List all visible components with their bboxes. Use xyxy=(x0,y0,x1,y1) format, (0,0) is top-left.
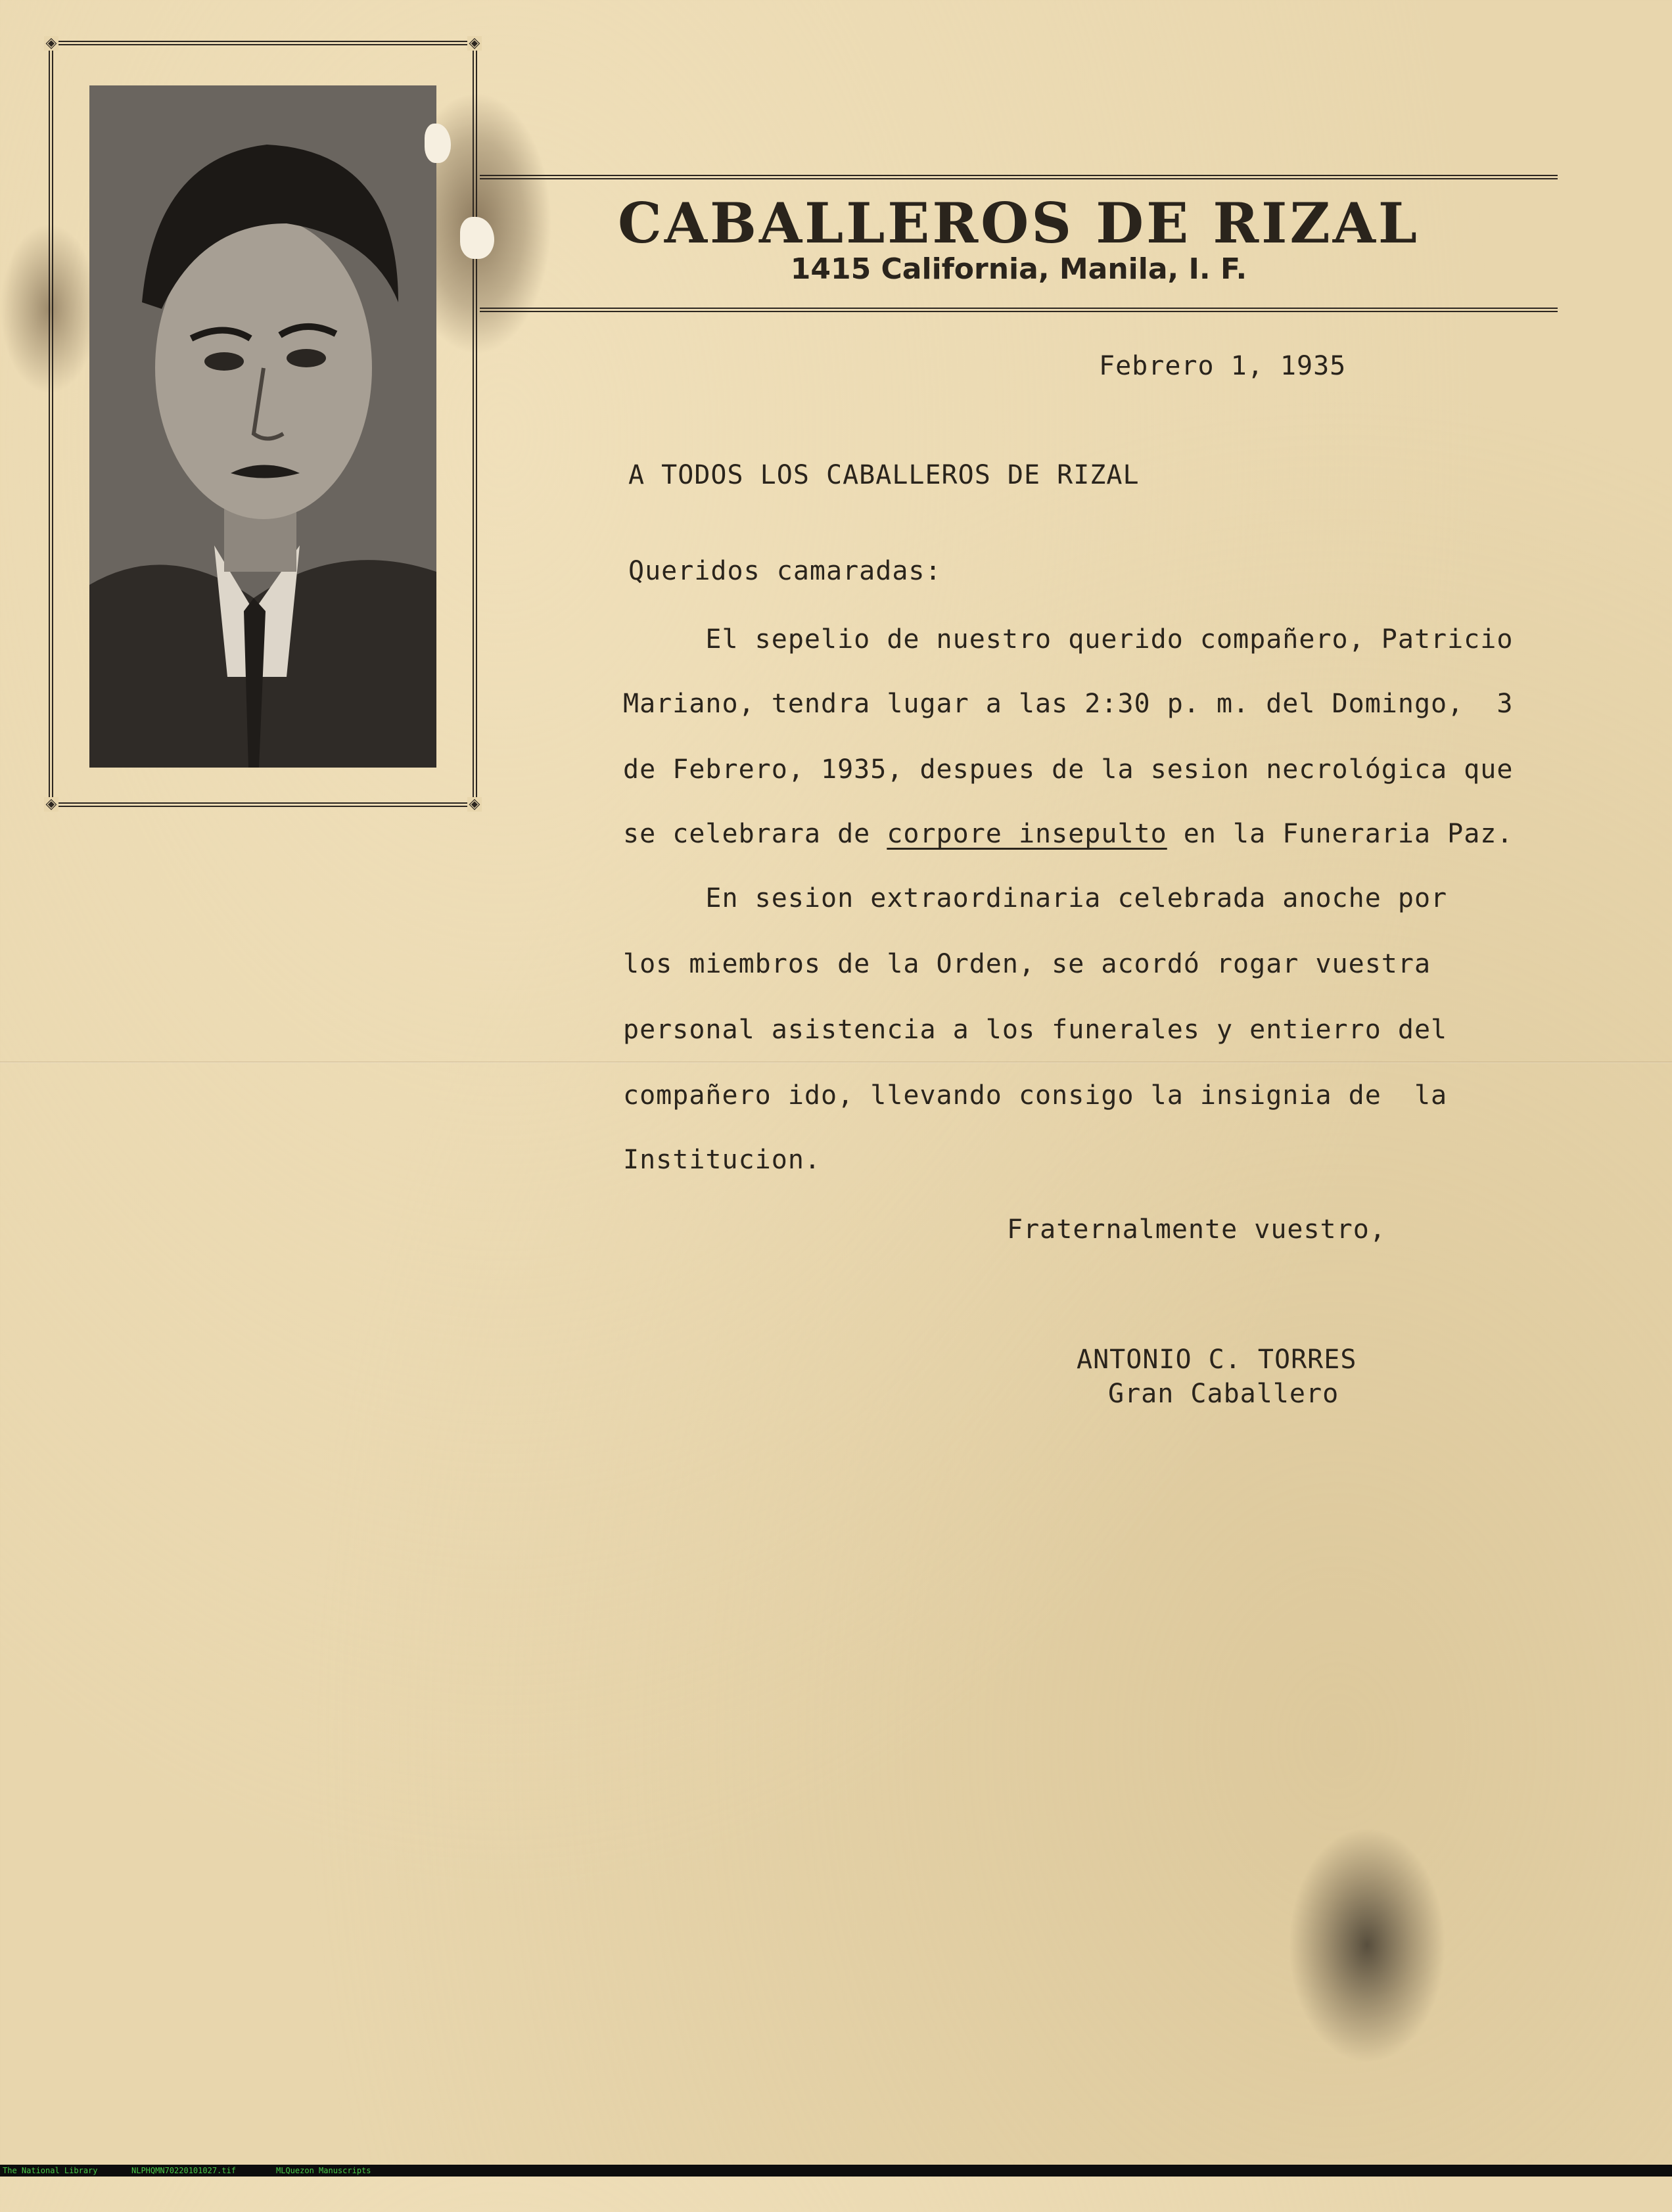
underlined-phrase: corpore insepulto xyxy=(887,819,1167,849)
letter-addressee: A TODOS LOS CABALLEROS DE RIZAL xyxy=(628,460,1140,490)
footer-collection: MLQuezon Manuscripts xyxy=(276,2166,371,2175)
paper-fold xyxy=(0,1061,1672,1063)
body-line xyxy=(623,819,1513,849)
portrait-image xyxy=(89,85,436,768)
letter-date: Febrero 1, 1935 xyxy=(1099,351,1347,381)
frame-corner-ornament: ◈ xyxy=(44,797,58,812)
letterhead-address: 1415 California, Manila, I. F. xyxy=(790,252,1247,286)
letterhead-rule-bottom xyxy=(480,308,1558,312)
body-line: los miembros de la Orden, se acordó rogar vuestra xyxy=(623,949,1431,979)
frame-corner-ornament: ◈ xyxy=(44,36,58,51)
body-line: El sepelio de nuestro querido compañero, Patricio xyxy=(623,624,1514,655)
frame-corner-ornament: ◈ xyxy=(467,797,482,812)
body-line: En sesion extraordinaria celebrada anoche por xyxy=(623,883,1448,913)
letterhead-rule-top xyxy=(480,175,1558,179)
burn-stain xyxy=(1288,1827,1446,2063)
footer-file: NLPHQMN70220101027.tif xyxy=(131,2166,236,2175)
body-line: Mariano, tendra lugar a las 2:30 p. m. del Domingo, 3 xyxy=(623,689,1514,719)
body-line: Institucion. xyxy=(623,1145,821,1175)
body-line: de Febrero, 1935, despues de la sesion necrológica que xyxy=(623,754,1514,785)
signatory-title: Gran Caballero xyxy=(1108,1379,1339,1409)
signatory-name: ANTONIO C. TORRES xyxy=(1077,1345,1357,1375)
frame-corner-ornament: ◈ xyxy=(467,36,482,51)
body-line: personal asistencia a los funerales y entierro del xyxy=(623,1015,1448,1045)
body-line: compañero ido, llevando consigo la insignia de la xyxy=(623,1080,1448,1111)
body-text: se celebrara de xyxy=(623,819,887,849)
letter-greeting: Queridos camaradas: xyxy=(628,556,942,586)
letterhead-title: CABALLEROS DE RIZAL xyxy=(617,191,1420,256)
body-text: en la Funeraria Paz. xyxy=(1167,819,1514,849)
letter-closing: Fraternalmente vuestro, xyxy=(1007,1214,1386,1245)
footer-library: The National Library xyxy=(3,2166,98,2175)
scan-footer xyxy=(0,2165,1672,2177)
rizal-portrait xyxy=(89,85,436,768)
